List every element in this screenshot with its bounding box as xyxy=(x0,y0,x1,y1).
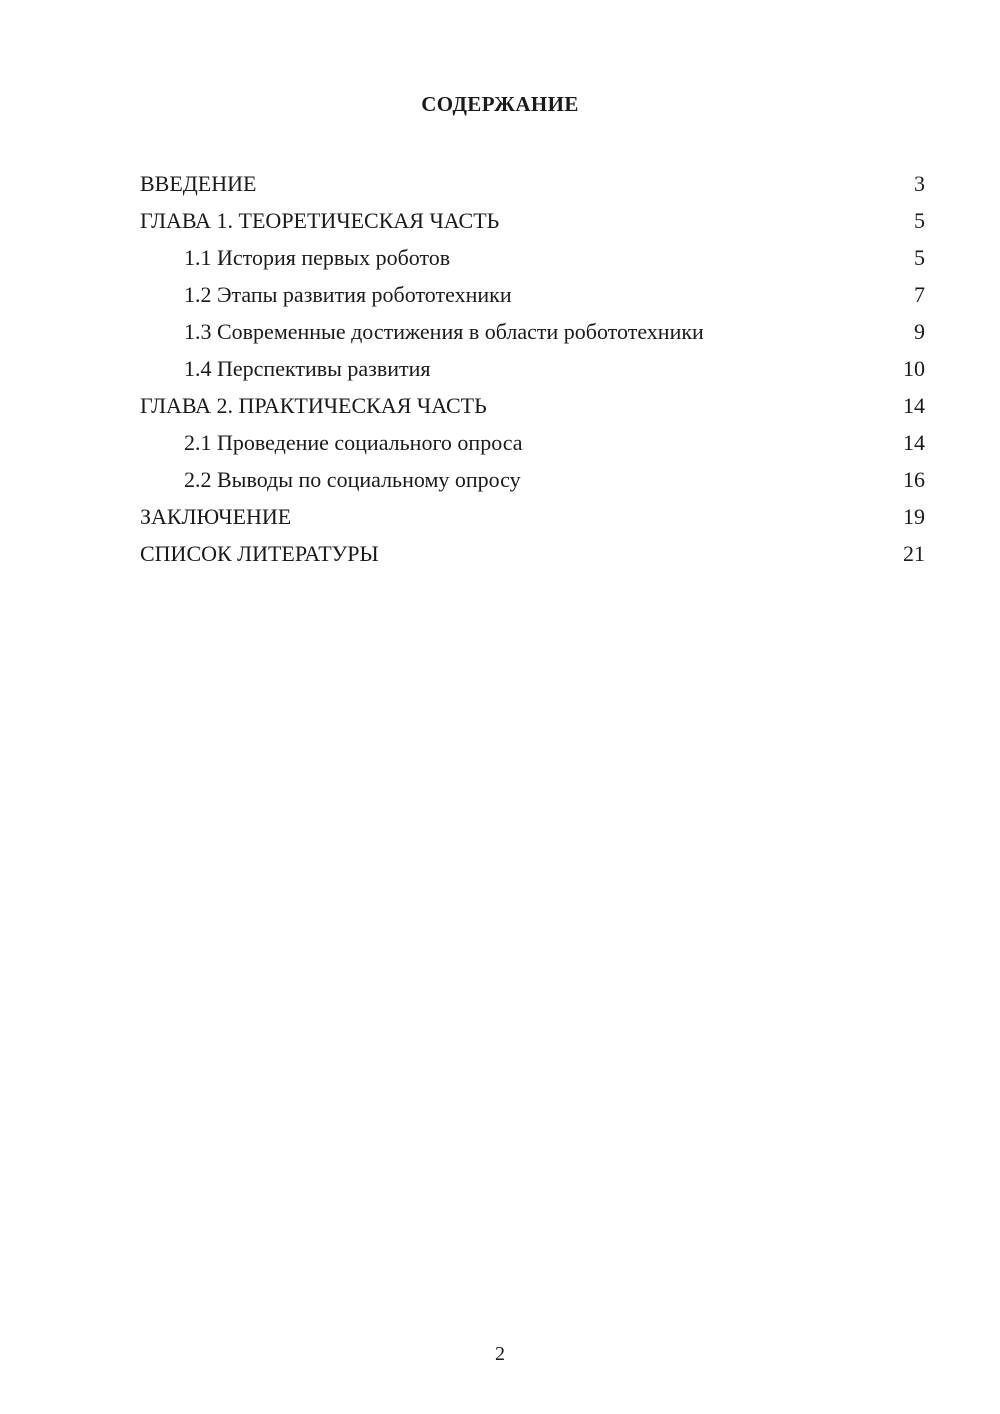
toc-entry[interactable] xyxy=(140,202,925,239)
toc-entry-label: 1.3 Современные достижения в области робототехники xyxy=(184,319,704,344)
toc-entry-page-number: 5 xyxy=(914,245,925,270)
toc-entry-page-number: 19 xyxy=(903,504,925,529)
toc-entry[interactable] xyxy=(140,165,925,202)
toc-entry-page-number: 9 xyxy=(914,319,925,344)
footer-page-number: 2 xyxy=(495,1343,505,1365)
table-of-contents xyxy=(140,165,925,572)
toc-entry-page-number: 21 xyxy=(903,541,925,566)
toc-entry[interactable] xyxy=(140,276,925,313)
page-title: СОДЕРЖАНИЕ xyxy=(421,92,579,116)
toc-entry-label: ЗАКЛЮЧЕНИЕ xyxy=(140,504,292,529)
toc-entry-page-number: 5 xyxy=(914,208,925,233)
toc-entry[interactable] xyxy=(140,535,925,572)
toc-entry-label: 2.1 Проведение социального опроса xyxy=(184,430,523,455)
toc-entry-page-number: 14 xyxy=(903,430,925,455)
toc-entry-label: СПИСОК ЛИТЕРАТУРЫ xyxy=(140,541,379,566)
toc-entry-label: 2.2 Выводы по социальному опросу xyxy=(184,467,521,492)
toc-entry-label: ГЛАВА 2. ПРАКТИЧЕСКАЯ ЧАСТЬ xyxy=(140,393,487,418)
toc-entry[interactable] xyxy=(140,350,925,387)
toc-entry[interactable] xyxy=(140,239,925,276)
toc-entry[interactable] xyxy=(140,424,925,461)
toc-entry-page-number: 10 xyxy=(903,356,925,381)
toc-entry-label: ГЛАВА 1. ТЕОРЕТИЧЕСКАЯ ЧАСТЬ xyxy=(140,208,500,233)
toc-entry-label: ВВЕДЕНИЕ xyxy=(140,171,257,196)
toc-entry-page-number: 7 xyxy=(914,282,925,307)
toc-entry-label: 1.4 Перспективы развития xyxy=(184,356,431,381)
toc-entry[interactable] xyxy=(140,387,925,424)
toc-entry[interactable] xyxy=(140,313,925,350)
toc-entry-page-number: 14 xyxy=(903,393,925,418)
toc-entry-page-number: 16 xyxy=(903,467,925,492)
toc-entry-page-number: 3 xyxy=(914,171,925,196)
toc-entry[interactable] xyxy=(140,498,925,535)
toc-entry-label: 1.2 Этапы развития робототехники xyxy=(184,282,512,307)
toc-entry-label: 1.1 История первых роботов xyxy=(184,245,451,270)
toc-entry[interactable] xyxy=(140,461,925,498)
